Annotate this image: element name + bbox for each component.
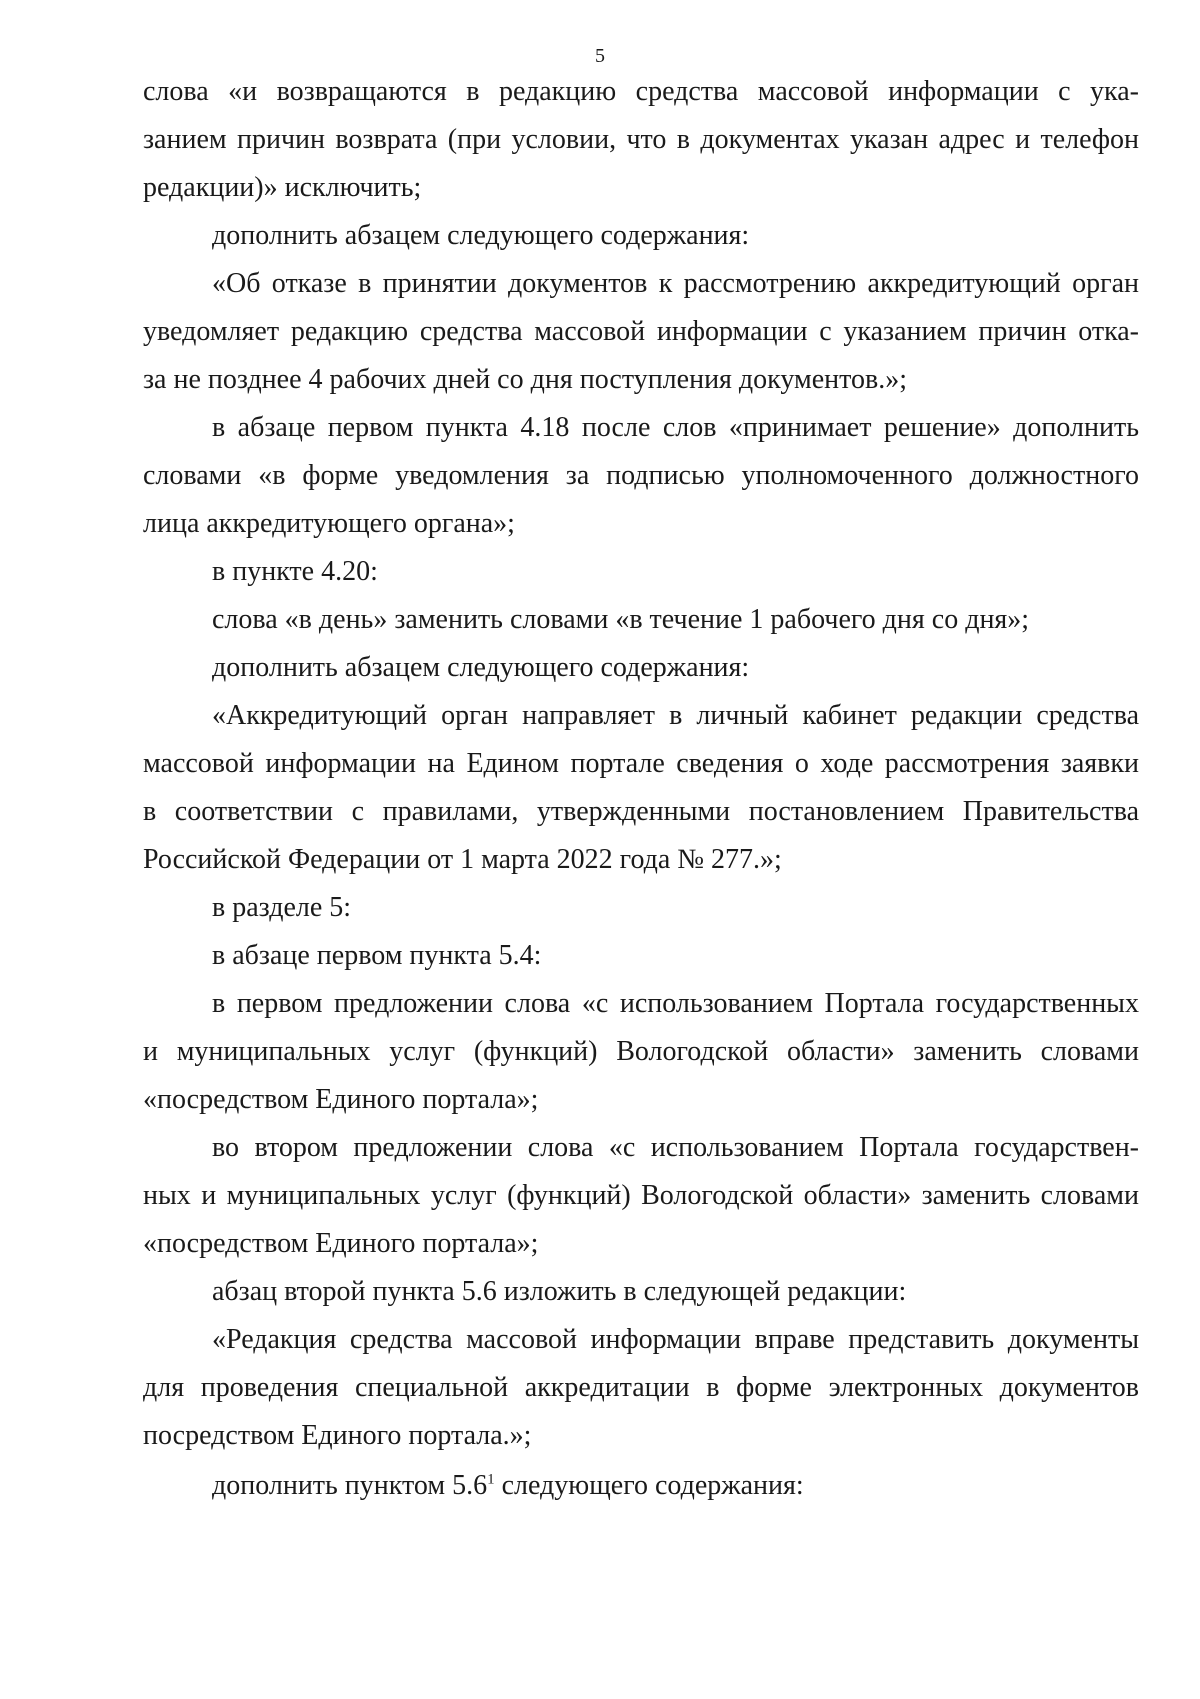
page-number: 5 xyxy=(595,45,605,67)
text-line: ных и муниципальных услуг (функций) Вологодской области» заменить словами xyxy=(143,1180,1139,1211)
text-line: дополнить абзацем следующего содержания: xyxy=(212,220,750,251)
text-line: для проведения специальной аккредитации в форме электронных документов xyxy=(143,1372,1139,1403)
superscript-number: 1 xyxy=(487,1471,495,1488)
text-line: «посредством Единого портала»; xyxy=(143,1228,539,1259)
text-line: «Аккредитующий орган направляет в личный кабинет редакции средства xyxy=(212,700,1139,731)
text-line: массовой информации на Едином портале сведения о ходе рассмотрения заявки xyxy=(143,748,1139,779)
text-line: лица аккредитующего органа»; xyxy=(143,508,515,539)
text-line: за не позднее 4 рабочих дней со дня поступления документов.»; xyxy=(143,364,908,395)
text-line: Российской Федерации от 1 марта 2022 года № 277.»; xyxy=(143,844,782,875)
text-line: занием причин возврата (при условии, что в документах указан адрес и телефон xyxy=(143,124,1139,155)
text-line: в абзаце первом пункта 5.4: xyxy=(212,940,542,971)
text-line: слова «в день» заменить словами «в течение 1 рабочего дня со дня»; xyxy=(212,604,1030,635)
last-line-tail: следующего содержания: xyxy=(494,1470,804,1501)
last-line-text: дополнить пунктом 5.6 xyxy=(212,1470,488,1501)
text-line: в пункте 4.20: xyxy=(212,556,378,587)
text-line: слова «и возвращаются в редакцию средства массовой информации с ука- xyxy=(143,76,1139,107)
text-line: «Редакция средства массовой информации вправе представить документы xyxy=(212,1324,1139,1355)
text-line: в первом предложении слова «с использованием Портала государственных xyxy=(212,988,1139,1019)
text-line: словами «в форме уведомления за подписью уполномоченного должностного xyxy=(143,460,1139,491)
text-line: уведомляет редакцию средства массовой информации с указанием причин отка- xyxy=(143,316,1139,347)
text-line: «Об отказе в принятии документов к рассмотрению аккредитующий орган xyxy=(212,268,1139,299)
text-line: в разделе 5: xyxy=(212,892,352,923)
text-line: «посредством Единого портала»; xyxy=(143,1084,539,1115)
text-line: в абзаце первом пункта 4.18 после слов «принимает решение» дополнить xyxy=(212,412,1139,443)
text-line-last xyxy=(143,1462,1139,1510)
text-line: во втором предложении слова «с использованием Портала государствен- xyxy=(212,1132,1139,1163)
text-line: редакции)» исключить; xyxy=(143,172,422,203)
text-line: посредством Единого портала.»; xyxy=(143,1420,532,1451)
text-line: абзац второй пункта 5.6 изложить в следующей редакции: xyxy=(212,1276,907,1307)
document-body xyxy=(143,68,1139,1510)
text-line: и муниципальных услуг (функций) Вологодской области» заменить словами xyxy=(143,1036,1139,1067)
text-line: в соответствии с правилами, утвержденными постановлением Правительства xyxy=(143,796,1139,827)
text-line: дополнить абзацем следующего содержания: xyxy=(212,652,750,683)
